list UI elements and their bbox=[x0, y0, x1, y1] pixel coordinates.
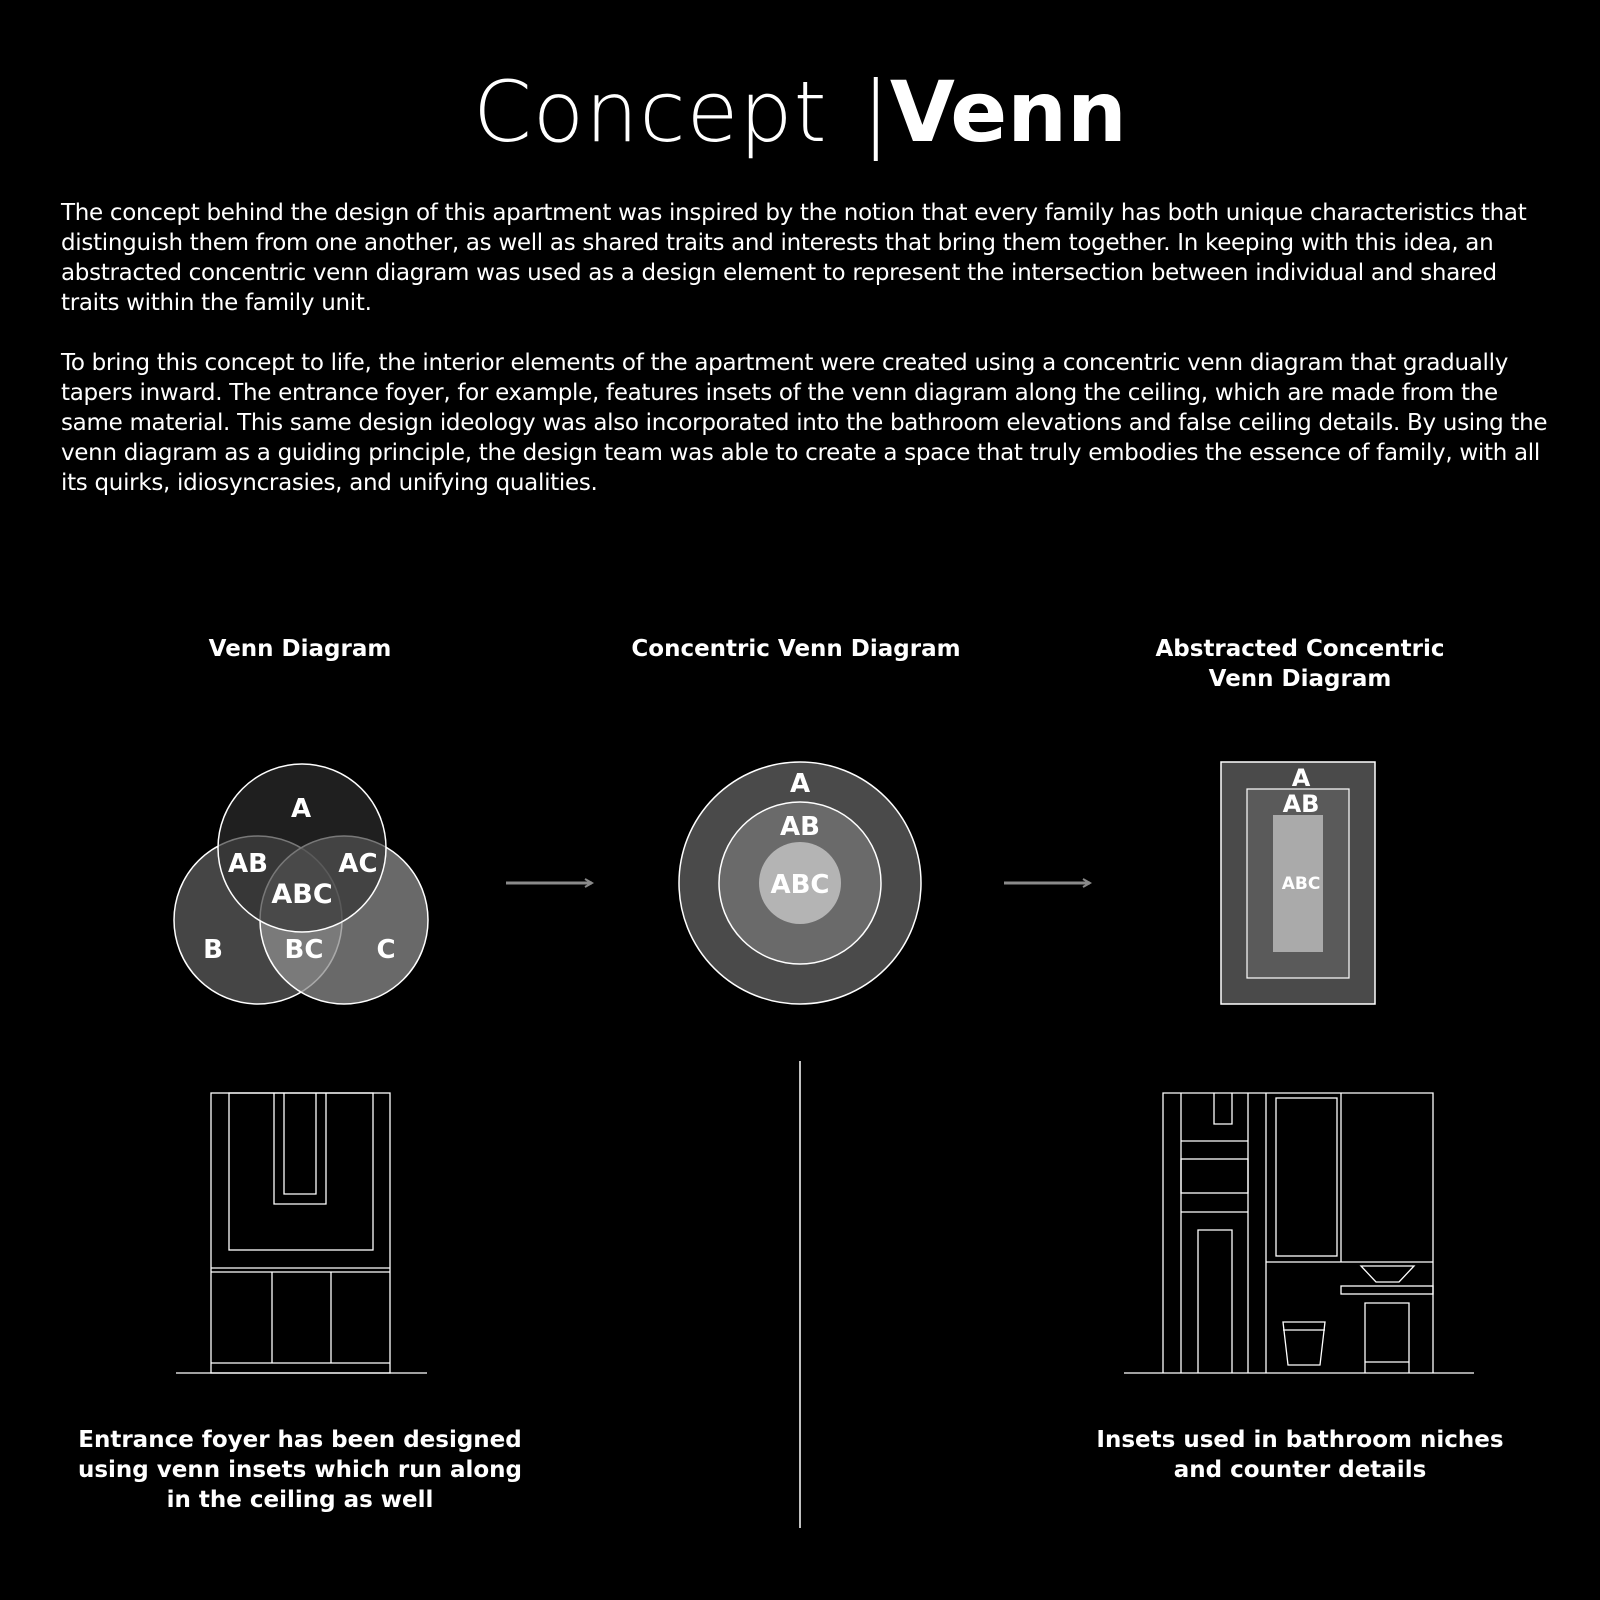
bathroom-elevation bbox=[1124, 1093, 1474, 1373]
abstracted-label-line1: Abstracted Concentric bbox=[1155, 636, 1445, 662]
foyer-caption-line1: Entrance foyer has been designed bbox=[78, 1427, 522, 1453]
abstracted-label-ab: AB bbox=[1282, 790, 1320, 818]
venn-diagram bbox=[174, 764, 428, 1004]
intro-paragraph: The concept behind the design of this apartment was inspired by the notion that every family has both unique characteristics that distinguish them from one another, as well as shared traits and interests that bring them together. In keeping with this idea, an abstracted concentric venn diagram was used as a design element to represent the intersection between individual and shared traits within the family unit. bbox=[61, 200, 1527, 316]
foyer-elevation bbox=[176, 1093, 427, 1373]
bathroom-caption bbox=[1070, 1425, 1530, 1485]
foyer-caption bbox=[60, 1425, 540, 1515]
concentric-venn bbox=[679, 762, 921, 1004]
bathroom-caption-line1: Insets used in bathroom niches bbox=[1096, 1427, 1504, 1453]
concentric-label-a: A bbox=[789, 769, 811, 799]
venn-label-c: C bbox=[376, 935, 396, 965]
concentric-venn-label: Concentric Venn Diagram bbox=[631, 636, 961, 662]
venn-label-abc: ABC bbox=[271, 879, 333, 910]
abstracted-venn bbox=[1221, 762, 1375, 1004]
foyer-caption-line2: using venn insets which run along bbox=[77, 1457, 523, 1483]
concentric-label-abc: ABC bbox=[770, 870, 830, 900]
title-separator: | bbox=[861, 63, 890, 161]
venn-label-a: A bbox=[290, 794, 312, 824]
title-light: Concept bbox=[473, 63, 828, 161]
venn-label-bc: BC bbox=[284, 935, 324, 965]
venn-label-ac: AC bbox=[338, 849, 378, 879]
title-bold: Venn bbox=[889, 63, 1127, 161]
concept-paragraph: To bring this concept to life, the interior elements of the apartment were created using a concentric venn diagram that gradually tapers inward. The entrance foyer, for example, features insets of the venn diagram along the ceiling, which are made from the same material. This same design ideology was also incorporated into the bathroom elevations and false ceiling details. By using the venn diagram as a guiding principle, the design team was able to create a space that truly embodies the essence of family, with all its quirks, idiosyncrasies, and unifying qualities. bbox=[61, 350, 1548, 496]
bathroom-caption-line2: and counter details bbox=[1173, 1457, 1427, 1483]
venn-diagram-label: Venn Diagram bbox=[208, 636, 392, 662]
abstracted-label-a: A bbox=[1291, 764, 1311, 792]
venn-label-b: B bbox=[203, 935, 223, 965]
concentric-label-ab: AB bbox=[780, 812, 820, 842]
abstracted-label-line2: Venn Diagram bbox=[1208, 666, 1392, 692]
foyer-caption-line3: in the ceiling as well bbox=[166, 1487, 434, 1513]
abstracted-label-abc: ABC bbox=[1281, 874, 1321, 894]
venn-label-ab: AB bbox=[228, 849, 268, 879]
